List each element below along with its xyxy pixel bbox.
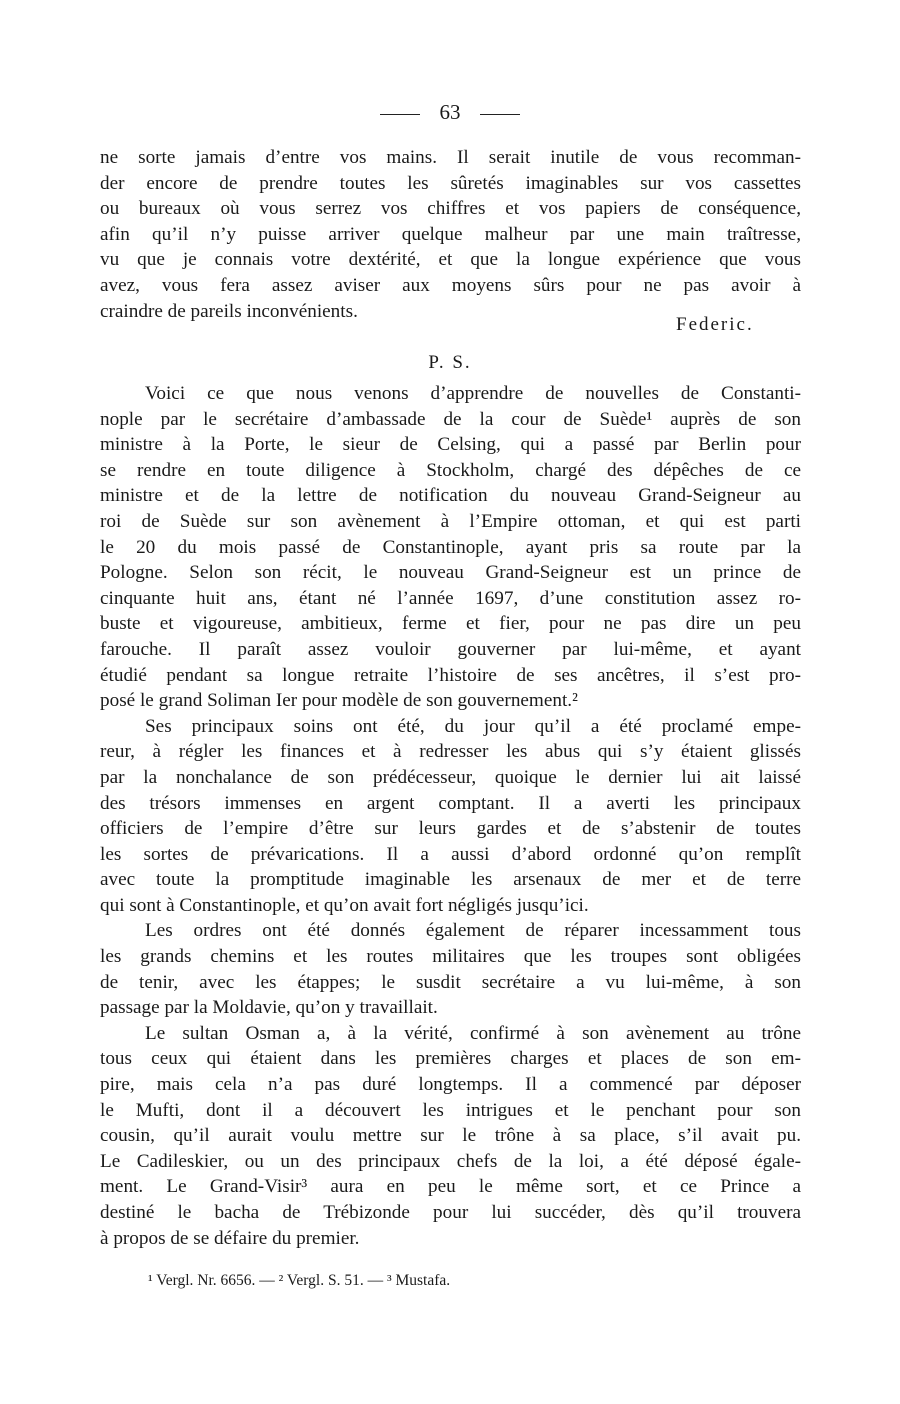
text-line: Pologne. Selon son récit, le nouveau Grand-Seigneur est un prince de — [100, 562, 801, 584]
text-line: ministre à la Porte, le sieur de Celsing, qui a passé par Berlin pour — [100, 434, 801, 456]
text-line: farouche. Il paraît assez vouloir gouverner par lui-même, et ayant — [100, 638, 801, 660]
text-line: reur, à régler les finances et à redresser les abus qui s’y étaient glissés — [100, 741, 801, 763]
letter-closing-paragraph — [100, 145, 801, 324]
text-line: des trésors immenses en argent comptant. Il a averti les principaux — [100, 792, 801, 814]
text-line: par la nonchalance de son prédécesseur, quoique le dernier lui ait laissé — [100, 766, 801, 788]
text-line: ministre et de la lettre de notification du nouveau Grand-Seigneur au — [100, 485, 801, 507]
text-line: cousin, qu’il aurait voulu mettre sur le trône à sa place, s’il avait pu. — [100, 1125, 801, 1147]
header-dash-left — [380, 114, 420, 115]
text-line: le 20 du mois passé de Constantinople, ayant pris sa route par la — [100, 536, 801, 558]
text-line: le Mufti, dont il a découvert les intrigues et le penchant pour son — [100, 1099, 801, 1121]
text-line: pire, mais cela n’a pas duré longtemps. Il a commencé par déposer — [100, 1074, 801, 1096]
text-line: Le Cadileskier, ou un des principaux chefs de la loi, a été déposé égale- — [100, 1150, 801, 1172]
text-line: les sortes de prévarications. Il a aussi d’abord ordonné qu’on remplît — [100, 843, 801, 865]
text-line: officiers de l’empire d’être sur leurs gardes et de s’abstenir de toutes — [100, 818, 801, 840]
text-line: qui sont à Constantinople, et qu’on avait fort négligés jusqu’ici. — [100, 894, 589, 916]
text-line: craindre de pareils inconvénients. — [100, 300, 358, 322]
text-line: Ses principaux soins ont été, du jour qu’il a été proclamé empe- — [145, 715, 801, 737]
text-line: Les ordres ont été donnés également de réparer incessamment tous — [145, 920, 801, 942]
text-line: ou bureaux où vous serrez vos chiffres et vos papiers de conséquence, — [100, 198, 801, 220]
text-line: à propos de se défaire du premier. — [100, 1227, 360, 1249]
text-line: posé le grand Soliman Ier pour modèle de son gouvernement.² — [100, 690, 578, 712]
text-line: tous ceux qui étaient dans les premières charges et places de son em- — [100, 1048, 801, 1070]
text-line: de tenir, avec les étappes; le susdit secrétaire a vu lui-même, à son — [100, 971, 801, 993]
text-line: avez, vous fera assez aviser aux moyens sûrs pour ne pas avoir à — [100, 274, 801, 296]
text-line: vu que je connais votre dextérité, et que la longue expérience que vous — [100, 249, 801, 271]
text-line: se rendre en toute diligence à Stockholm, chargé des dépêches de ce — [100, 459, 801, 481]
text-line: destiné le bacha de Trébizonde pour lui succéder, dès qu’il trouvera — [100, 1202, 801, 1223]
text-line: passage par la Moldavie, qu’on y travaillait. — [100, 997, 438, 1019]
text-line: Le sultan Osman a, à la vérité, confirmé à son avènement au trône — [145, 1022, 801, 1044]
text-line: nople par le secrétaire d’ambassade de la cour de Suède¹ auprès de son — [100, 408, 801, 430]
text-line: Voici ce que nous venons d’apprendre de nouvelles de Constanti- — [145, 383, 801, 404]
text-line: les grands chemins et les routes militaires que les troupes sont obligées — [100, 946, 801, 968]
footnotes: ¹ Vergl. Nr. 6656. — ² Vergl. S. 51. — ³ Mustafa. — [148, 1272, 451, 1289]
page-number: 63 — [439, 100, 461, 124]
text-line: ne sorte jamais d’entre vos mains. Il serait inutile de vous recomman- — [100, 147, 801, 168]
text-line: ment. Le Grand-Visir³ aura en peu le même sort, et ce Prince a — [100, 1176, 801, 1198]
text-line: étudié pendant sa longue retraite l’histoire de ses ancêtres, il s’est pro- — [100, 664, 801, 686]
header-dash-right — [480, 114, 520, 115]
text-line: der encore de prendre toutes les sûretés imaginables sur vos cassettes — [100, 172, 801, 194]
text-line: roi de Suède sur son avènement à l’Empire ottoman, et qui est parti — [100, 510, 801, 532]
text-line: cinquante huit ans, étant né l’année 1697, d’une constitution assez ro- — [100, 587, 801, 609]
text-line: buste et vigoureuse, ambitieux, ferme et fier, pour ne pas dire un peu — [100, 613, 801, 635]
postscript-heading: P. S. — [428, 352, 472, 373]
postscript-body — [100, 381, 801, 1251]
signature: Federic. — [676, 314, 754, 335]
page-header — [0, 100, 900, 124]
text-line: avec toute la promptitude imaginable les arsenaux de mer et de terre — [100, 869, 801, 891]
text-line: afin qu’il n’y puisse arriver quelque malheur par une main traîtresse, — [100, 223, 801, 245]
